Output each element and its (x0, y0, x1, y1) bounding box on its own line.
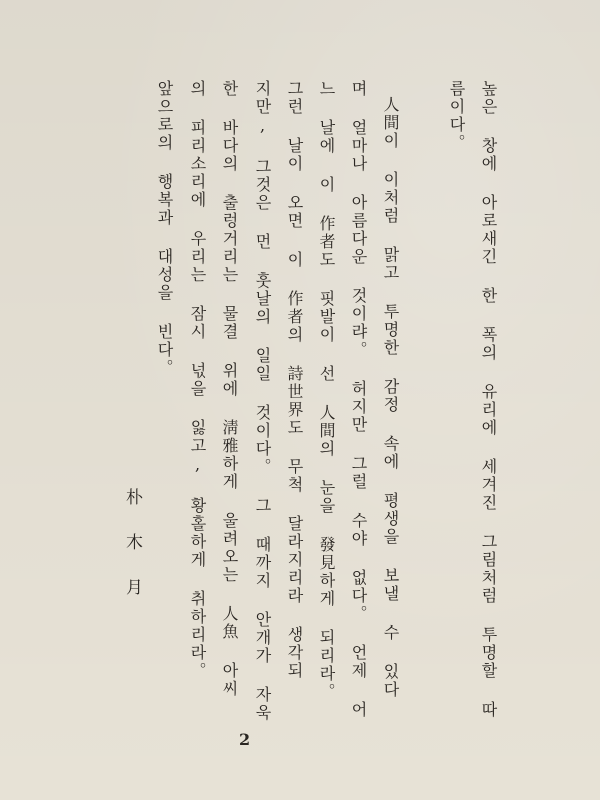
text-line-1: 높은 창에 아로새긴 한 폭의 유리에 세겨진 그림처럼 투명할 따 (479, 80, 498, 719)
text-line-9: 의 피리소리에 우리는 잠시 넋을 잃고, 황홀하게 취하리라。 (188, 80, 207, 680)
text-line-2: 름이다。 (447, 80, 466, 152)
text-line-5: 느 날에 이 作者도 핏발이 선 人間의 눈을 發見하게 되리라。 (317, 80, 336, 701)
page-number: 2 (239, 730, 251, 749)
text-line-4: 며 얼마나 아름다운 것이랴。 허지만 그럴 수야 없다。 언제 어 (349, 80, 368, 719)
text-line-8: 한 바다의 출렁거리는 물결 위에 淸雅하게 울려오는 人魚 아씨 (220, 80, 239, 698)
text-line-6: 그런 날이 오면 이 作者의 詩世界도 무척 달라지리라 생각되 (285, 80, 304, 680)
text-line-3: 人間이 이처럼 맑고 투명한 감정 속에 평생을 보낼 수 있다 (381, 96, 400, 699)
author-name: 朴木月 (122, 488, 142, 623)
text-line-10: 앞으로의 행복과 대성을 빈다。 (155, 80, 174, 377)
text-line-7: 지만, 그것은 먼 훗날의 일일 것이다。 그 때까지 안개가 자욱 (253, 80, 272, 722)
